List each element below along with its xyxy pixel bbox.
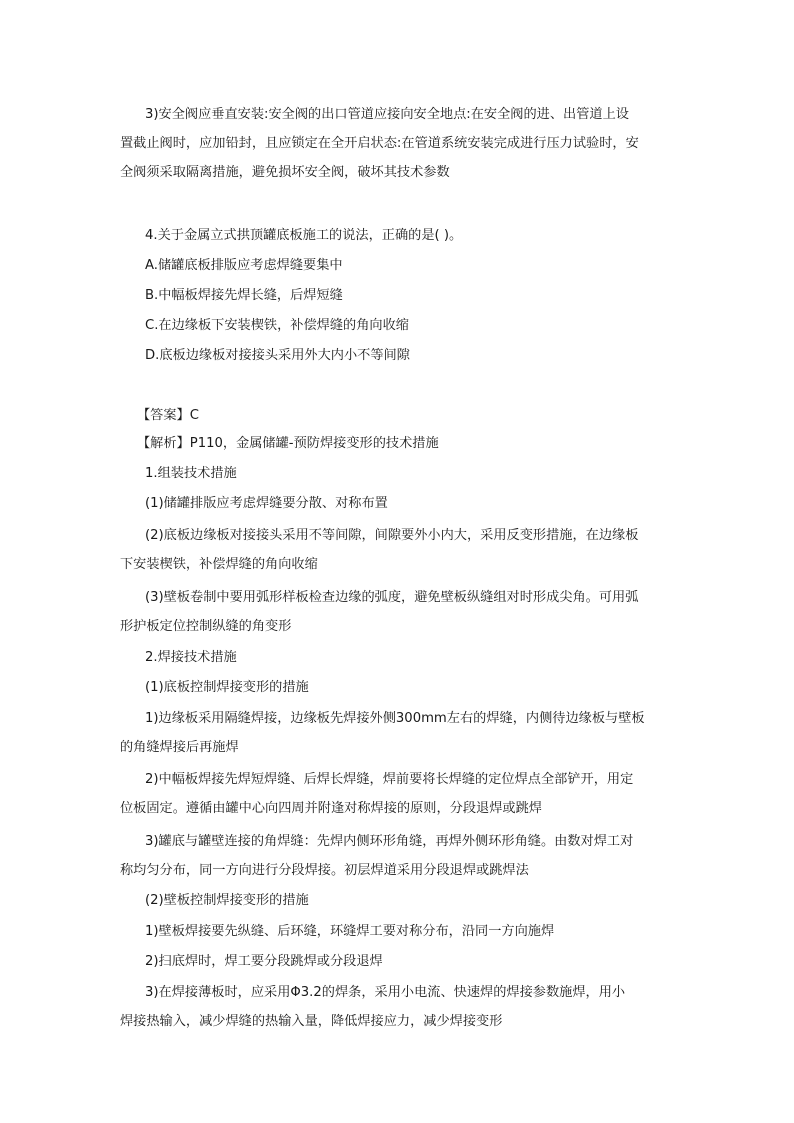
text-line: (1)储罐排版应考虑焊缝要分散、对称布置 (145, 496, 388, 511)
option-c: C.在边缘板下安装楔铁，补偿焊缝的角向收缩 (145, 318, 409, 333)
text-line: 1)壁板焊接要先纵缝、后环缝，环缝焊工要对称分布，沿同一方向施焊 (145, 924, 555, 939)
text-line: 全阀须采取隔离措施，避免损坏安全阀，破坏其技术参数 (120, 165, 450, 180)
text-line: 焊接热输入，减少焊缝的热输入量，降低焊接应力，减少焊接变形 (120, 1014, 503, 1029)
text-line: 3)罐底与罐壁连接的角焊缝：先焊内侧环形角缝，再焊外侧环形角缝。由数对焊工对 (145, 834, 634, 849)
text-line: 称均匀分布，同一方向进行分段焊接。初层焊道采用分段退焊或跳焊法 (120, 863, 529, 878)
text-line: (2)壁板控制焊接变形的措施 (145, 893, 309, 908)
text-line: 3)在焊接薄板时，应采用Φ3.2的焊条，采用小电流、快速焊的焊接参数施焊，用小 (145, 985, 626, 1000)
text-line: 的角缝焊接后再施焊 (120, 740, 239, 755)
option-a: A.储罐底板排版应考虑焊缝要集中 (145, 258, 343, 273)
text-line: 3)安全阀应垂直安装:安全阀的出口管道应接向安全地点:在安全阀的进、出管道上设 (145, 107, 629, 122)
text-line: (2)底板边缘板对接接头采用不等间隙，间隙要外小内大，采用反变形措施，在边缘板 (145, 528, 639, 543)
text-line: 1)边缘板采用隔缝焊接，边缘板先焊接外侧300mm左右的焊缝，内侧待边缘板与壁板 (145, 711, 645, 726)
text-line: (1)底板控制焊接变形的措施 (145, 680, 309, 695)
text-line: 置截止阀时，应加铅封，且应锁定在全开启状态:在管道系统安装完成进行压力试验时，安 (120, 136, 639, 151)
analysis-title: 【解析】P110，金属储罐-预防焊接变形的技术措施 (137, 436, 439, 451)
text-line: 位板固定。遵循由罐中心向四周并附逢对称焊接的原则，分段退焊或跳焊 (120, 801, 542, 816)
question-stem: 4.关于金属立式拱顶罐底板施工的说法，正确的是( )。 (145, 228, 463, 243)
text-line: 2)扫底焊时，焊工要分段跳焊或分段退焊 (145, 954, 383, 969)
answer: 【答案】C (137, 408, 199, 423)
text-line: (3)壁板卷制中要用弧形样板检查边缘的弧度，避免壁板纵缝组对时形成尖角。可用弧 (145, 590, 639, 605)
text-line: 2.焊接技术措施 (145, 650, 237, 665)
option-d: D.底板边缘板对接接头采用外大内小不等间隙 (145, 348, 410, 363)
text-line: 形护板定位控制纵缝的角变形 (120, 619, 292, 634)
text-line: 下安装楔铁，补偿焊缝的角向收缩 (120, 557, 318, 572)
text-line: 1.组装技术措施 (145, 466, 237, 481)
text-line: 2)中幅板焊接先焊短焊缝、后焊长焊缝，焊前要将长焊缝的定位焊点全部铲开，用定 (145, 772, 634, 787)
option-b: B.中幅板焊接先焊长缝，后焊短缝 (145, 288, 343, 303)
